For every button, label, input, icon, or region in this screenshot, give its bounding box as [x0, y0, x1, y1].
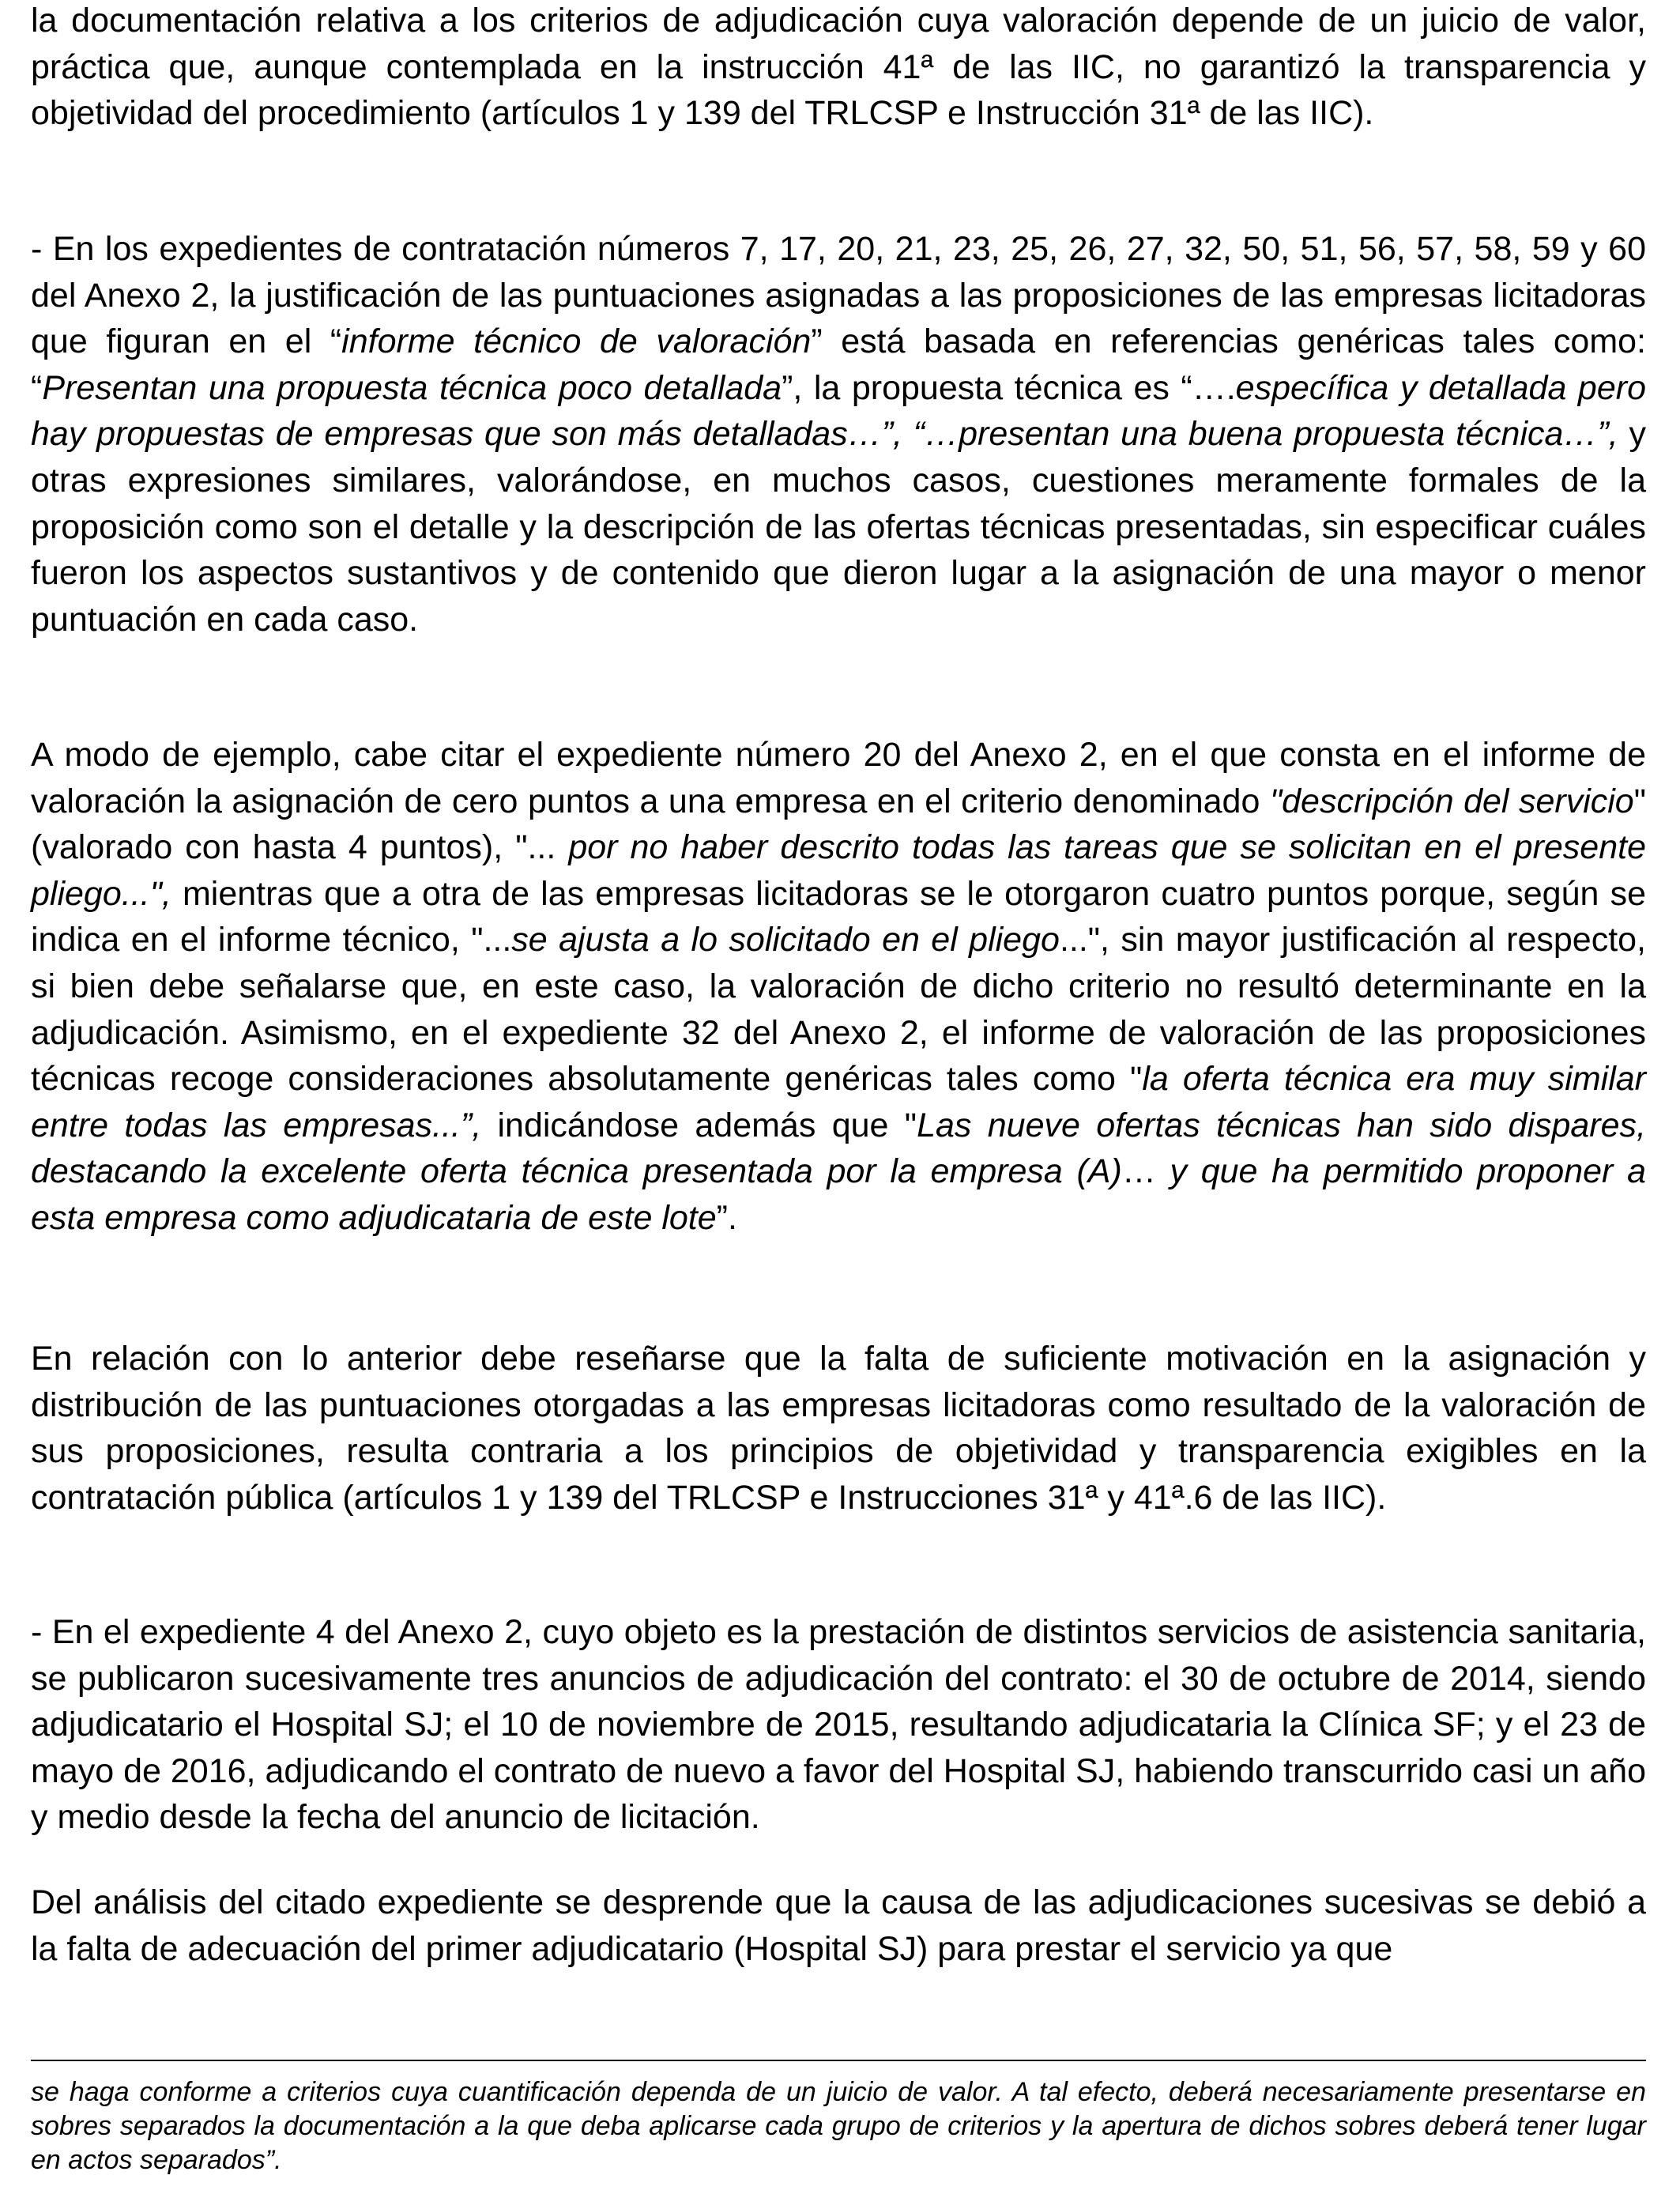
paragraph-1: la documentación relativa a los criterios de adjudicación cuya valoración depende de un juicio de valor, práctica que, aunque contemplada en la instrucción 41ª de las IIC, no garantizó la transparencia y objetividad del procedimiento (artículos 1 y 139 del TRLCSP e Instrucción 31ª de las IIC). — [31, 2, 1646, 133]
paragraph-3-italic-b: "descripción del servicio — [1269, 782, 1634, 820]
paragraph-3-text-g: ...", sin mayor justificación al respecto, si bien debe señalarse que, en este caso, la valoración de dicho criterio no resultó determinante en la adjudicación. Asimismo, en el expediente 32 del Anexo 2, el informe de valoración de las proposiciones técnicas recoge consideraciones absolutamente genéricas tales como " — [31, 921, 1646, 1099]
paragraph-5: - En el expediente 4 del Anexo 2, cuyo objeto es la prestación de distintos servicios de asistencia sanitaria, se publicaron sucesivamente tres anuncios de adjudicación del contrato: el 30 de octubre de 2014, siendo adjudicatario el Hospital SJ; el 10 de noviembre de 2015, resultando adjudicataria la Clínica SF; y el 23 de mayo de 2016, adjudicando el contrato de nuevo a favor del Hospital SJ, habiendo transcurrido casi un año y medio desde la fecha del anuncio de licitación. — [31, 1613, 1646, 1837]
footnote-separator — [31, 2060, 1646, 2061]
paragraph-3-italic-d: por no haber descrito todas las tareas que se solicitan en el presente pliego...", — [31, 828, 1646, 913]
paragraph-3-text-i: indicándose además que " — [481, 1106, 917, 1144]
paragraph-3-text-m: ”. — [716, 1198, 737, 1237]
paragraph-4: En relación con lo anterior debe reseñarse que la falta de suficiente motivación en la asignación y distribución de las puntuaciones otorgadas a las empresas licitadoras como resultado de la valoración de sus proposiciones, resulta contraria a los principios de objetividad y transparencia exigibles en la contratación pública (artículos 1 y 139 del TRLCSP e Instrucciones 31ª y 41ª.6 de las IIC). — [31, 1340, 1646, 1517]
paragraph-3 — [31, 732, 1646, 1242]
footnote: se haga conforme a criterios cuya cuantificación dependa de un juicio de valor. A tal efecto, deberá necesariamente presentarse en sobres separados la documentación a la que deba aplicarse cada grupo de criterios y la apertura de dichos sobres deberá tener lugar en actos separados”. — [31, 2077, 1646, 2175]
paragraph-2-text-g: y otras expresiones similares, valorándose, en muchos casos, cuestiones meramente formales de la proposición como son el detalle y la descripción de las ofertas técnicas presentadas, sin especificar cuáles fueron los aspectos sustantivos y de contenido que dieron lugar a la asignación de una mayor o menor puntuación en cada caso. — [31, 415, 1646, 639]
paragraph-3-text-a: A modo de ejemplo, cabe citar el expediente número 20 del Anexo 2, en el que consta en el informe de valoración la asignación de cero puntos a una empresa en el criterio denominado — [31, 736, 1646, 820]
paragraph-3-italic-h: la oferta técnica era muy similar entre todas las empresas...”, — [31, 1060, 1646, 1144]
paragraph-2-italic-d: Presentan una propuesta técnica poco detallada — [42, 368, 782, 407]
paragraph-2-text-e: ”, la propuesta técnica es “…. — [782, 368, 1236, 407]
paragraph-3-text-e: mientras que a otra de las empresas licitadoras se le otorgaron cuatro puntos porque, según se indica en el informe técnico, "... — [31, 874, 1646, 959]
paragraph-3-italic-j: Las nueve ofertas técnicas han sido dispares, destacando la excelente oferta técnica presentada por la empresa (A) — [31, 1106, 1646, 1191]
paragraph-3-text-k: … — [1121, 1152, 1170, 1191]
paragraph-2-text-c: ” está basada en referencias genéricas tales como: “ — [31, 322, 1646, 407]
paragraph-3-text-c: " (valorado con hasta 4 puntos), "... — [31, 782, 1646, 867]
paragraph-2-text-a: - En los expedientes de contratación números 7, 17, 20, 21, 23, 25, 26, 27, 32, 50, 51, 56, 57, 58, 59 y 60 del Anexo 2, la justificación de las puntuaciones asignadas a las proposiciones de las empresas licitadoras que figuran en el “ — [31, 230, 1646, 361]
paragraph-2-italic-f: específica y detallada pero hay propuestas de empresas que son más detalladas…”, “…presentan una buena propuesta técnica…”, — [31, 368, 1646, 454]
paragraph-6: Del análisis del citado expediente se desprende que la causa de las adjudicaciones sucesivas se debió a la falta de adecuación del primer adjudicatario (Hospital SJ) para prestar el servicio ya que — [31, 1883, 1646, 1968]
paragraph-3-italic-f: se ajusta a lo solicitado en el pliego — [511, 921, 1060, 959]
paragraph-3-italic-l: y que ha permitido proponer a esta empresa como adjudicataria de este lote — [31, 1152, 1646, 1237]
paragraph-2-italic-b: informe técnico de valoración — [341, 322, 812, 361]
paragraph-2 — [31, 226, 1646, 643]
